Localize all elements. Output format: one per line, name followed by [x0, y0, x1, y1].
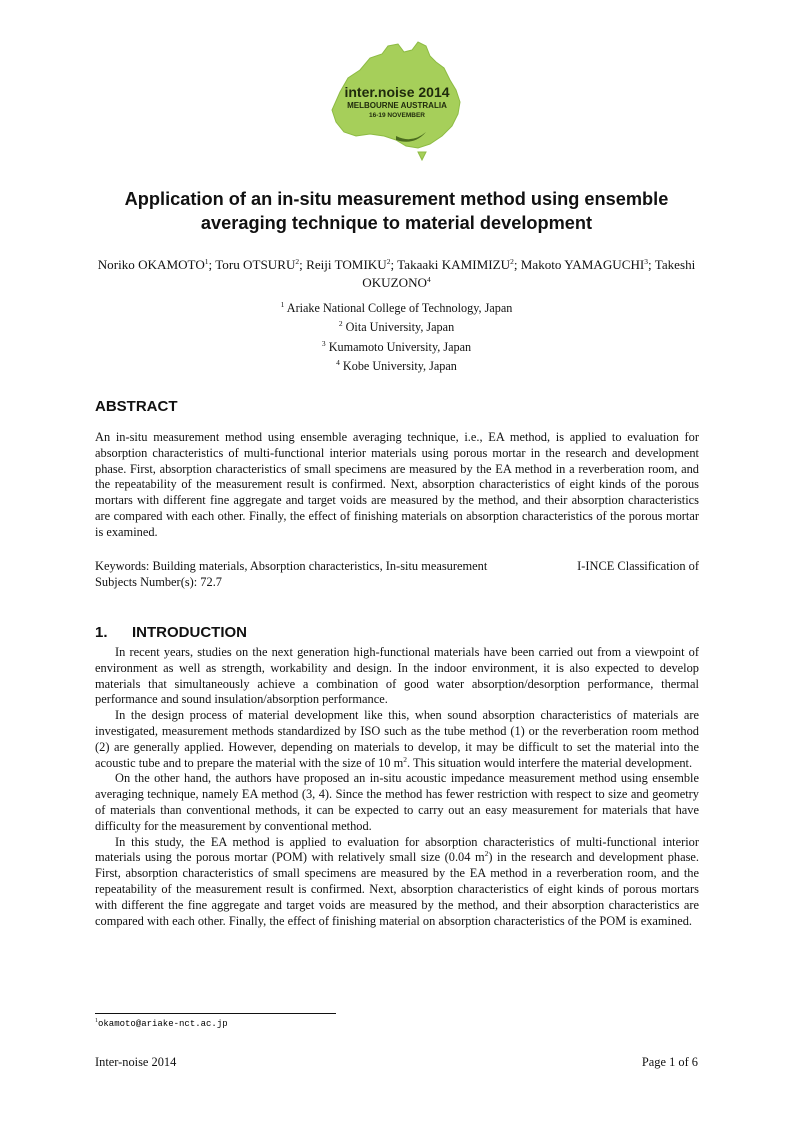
author-affiliation-mark: 2: [295, 257, 300, 266]
affiliation-number: 2: [338, 319, 343, 328]
page-number: Page 1 of 6: [641, 1055, 698, 1069]
paragraph: In the design process of material development like this, when sound absorption characteristics of materials are investigated, measurement methods standardized by ISO such as the tube method (1) or the reverberation room method (2) are generally applied. However, depending on materials to develop, it may be difficult to set the material into the acoustic tube and to prepare the material with the size of 10 $m^2$. This situation would interfere the material development.: [95, 708, 699, 770]
affiliation: [95, 300, 698, 316]
introduction-body: [95, 645, 699, 929]
paper-title: Application of an in-situ measurement method using ensemble averaging technique to material development: [124, 189, 669, 233]
affiliation: [95, 358, 698, 374]
author: Toru OTSURU$^2$;: [215, 257, 307, 272]
affiliation: [95, 319, 698, 335]
affiliation-text: Kobe University, Japan: [342, 359, 457, 373]
affiliation-number: 1: [280, 300, 285, 309]
author-affiliation-mark: 4: [426, 275, 431, 284]
footnote-email[interactable]: okamoto@ariake-nct.ac.jp: [98, 1019, 228, 1029]
affiliation-text: Kumamoto University, Japan: [328, 340, 472, 354]
keywords-line-1: [95, 559, 699, 575]
affiliation-number: 3: [321, 339, 326, 348]
paragraph: In recent years, studies on the next generation high-functional materials have been carried out from a viewpoint of environment as well as strength, workability and design. In the indoor environment, it is also expected to develop materials that simultaneously achieve a combination of good water absorption/desorption performance, thermal performance and sound insulation/absorption performance.: [95, 645, 699, 707]
author-affiliation-mark: 3: [644, 257, 649, 266]
keywords-block: [95, 559, 699, 591]
logo-name: inter.noise 2014: [344, 84, 450, 100]
author-name: Reiji TOMIKU: [306, 257, 387, 272]
footnote-divider: [95, 1013, 336, 1014]
author: Makoto YAMAGUCHI$^3$;: [520, 257, 655, 272]
conference-logo: [326, 40, 468, 162]
paragraph: In this study, the EA method is applied to evaluation for absorption characteristics of multi-functional interior materials using the porous mortar (POM) with relatively small size (0.04 $m^2$) in the research and development phase. First, absorption characteristics of small specimens are measured by the EA method in a reverberation room, and the repeatability of the measurement result is confirmed. Next, absorption characteristics of eight kinds of porous mortars with different the fine aggregate and target voids are measured by the method, and their absorption characteristics are compared with each other. Finally, the effect of finishing material on absorption characteristics of the POM is examined.: [95, 834, 700, 928]
abstract-heading: ABSTRACT: [95, 398, 178, 415]
author: Reiji TOMIKU$^2$;: [306, 257, 398, 272]
author-name: Noriko OKAMOTO: [97, 257, 205, 272]
author-affiliation-mark: 2: [386, 257, 391, 266]
affiliation: [95, 339, 698, 355]
paragraph: On the other hand, the authors have proposed an in-situ acoustic impedance measurement method using ensemble averaging technique, namely EA method (3, 4). Since the method has fewer restriction with respect to size and geometry of materials than conventional methods, it can be expected to carry out an easy measurement for materials that have difficulty for the measurement by conventional method.: [95, 771, 699, 833]
author-name: Toru OTSURU: [215, 257, 296, 272]
author-name: Makoto YAMAGUCHI: [520, 257, 645, 272]
section-heading: [95, 624, 247, 641]
affiliation-text: Ariake National College of Technology, Japan: [286, 301, 513, 315]
superscript: 2: [484, 849, 489, 859]
author-affiliation-mark: 1: [204, 257, 209, 266]
superscript: 2: [403, 754, 408, 764]
abstract-text: An in-situ measurement method using ensemble averaging technique, i.e., EA method, is applied to evaluation for absorption characteristics of multi-functional interior materials using porous mortar in the research and development phase. First, absorption characteristics of small specimens are measured by the EA method in a reverberation room, and the repeatability of the measurement result is confirmed. Next, absorption characteristics of eight kinds of the porous mortars with different fine aggregate and target voids are measured by the method, and their absorption characteristics are compared with each other. Finally, the effect of finishing materials on absorption characteristics of the porous mortar is examined.: [95, 430, 699, 539]
author-list: [95, 256, 698, 292]
footnote-number: 1: [95, 1018, 98, 1024]
section-title: INTRODUCTION: [132, 624, 247, 641]
logo-location: MELBOURNE AUSTRALIA: [347, 101, 447, 110]
classification-label: I-INCE Classification of: [577, 559, 699, 573]
section-number: 1.: [95, 624, 108, 641]
affiliation-text: Oita University, Japan: [345, 320, 455, 334]
author-affiliation-mark: 2: [510, 257, 514, 266]
affiliation-number: 4: [336, 358, 340, 367]
author-name: Takeshi OKUZONO: [362, 257, 696, 290]
footer-conference: Inter-noise 2014: [95, 1055, 177, 1069]
logo-dates: 16-19 NOVEMBER: [369, 112, 425, 119]
footnote: [95, 1018, 228, 1029]
keywords-text: Keywords: Building materials, Absorption characteristics, In-situ measurement: [95, 559, 488, 573]
author: Takaaki KAMIMIZU$^2$;: [397, 257, 521, 272]
author-name: Takaaki KAMIMIZU: [397, 257, 511, 272]
author: Noriko OKAMOTO$^1$;: [97, 257, 216, 272]
classification-number: Subjects Number(s): 72.7: [95, 574, 222, 589]
